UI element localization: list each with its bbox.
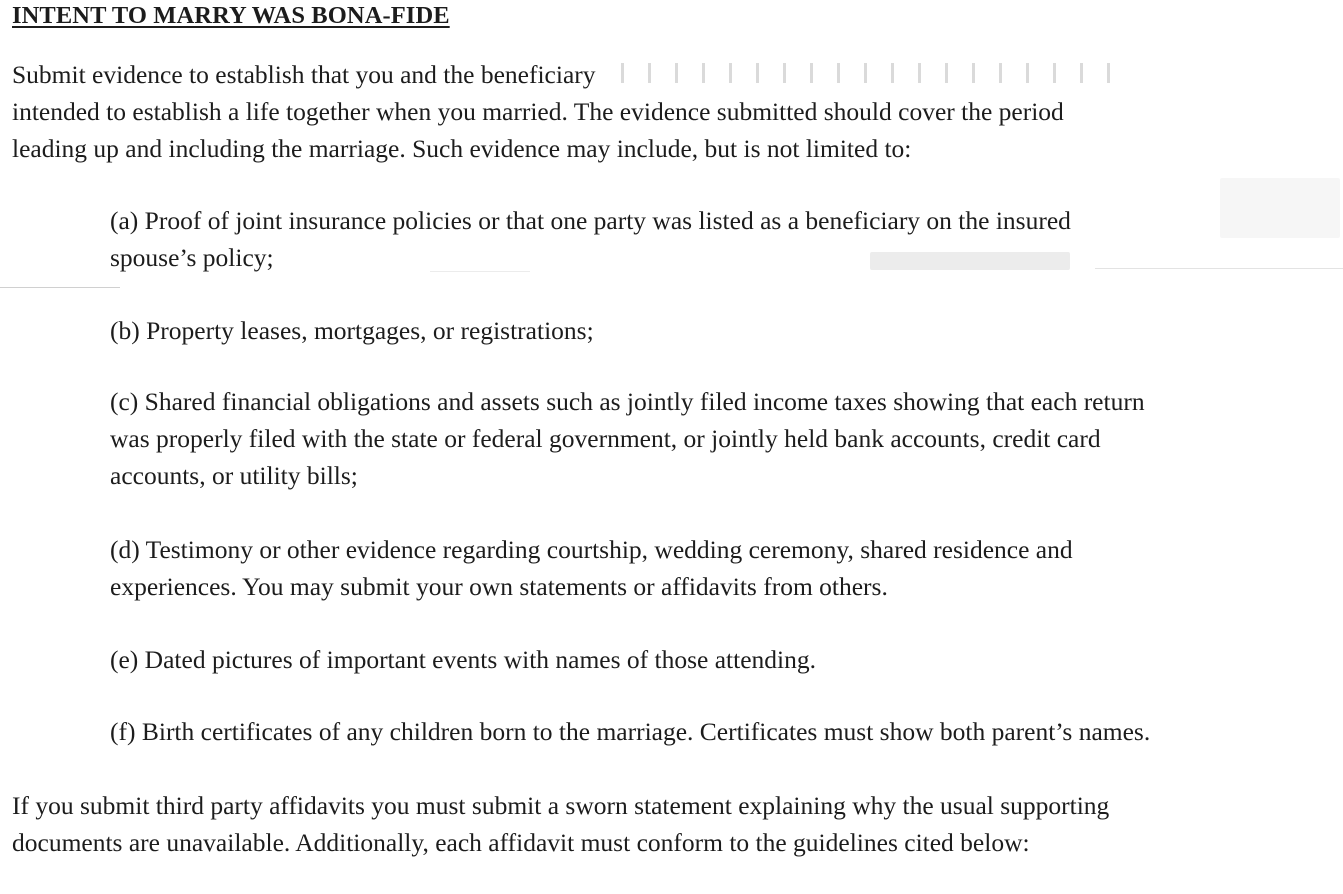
scan-artifact-line — [0, 287, 120, 288]
intro-line-2: intended to establish a life together when you married. The evidence submitted should cover the period — [12, 97, 1064, 126]
scan-artifact-smudge — [870, 252, 1070, 270]
item-e-line-1: (e) Dated pictures of important events with names of those attending. — [110, 645, 817, 674]
scan-artifact-smudge — [1220, 178, 1340, 238]
evidence-item-b — [110, 312, 1335, 349]
item-c-line-1: (c) Shared financial obligations and assets such as jointly filed income taxes showing that each return — [110, 387, 1145, 416]
evidence-item-d — [110, 531, 1335, 605]
item-d-line-1: (d) Testimony or other evidence regarding courtship, wedding ceremony, shared residence and — [110, 535, 1073, 564]
intro-paragraph — [12, 56, 1337, 167]
intro-line-3: leading up and including the marriage. Such evidence may include, but is not limited to: — [12, 134, 912, 163]
item-d-line-2: experiences. You may submit your own statements or affidavits from others. — [110, 572, 888, 601]
item-a-line-2: spouse’s policy; — [110, 243, 274, 272]
intro-line-1-text: Submit evidence to establish that you and the beneficiary — [12, 60, 596, 89]
evidence-item-f — [110, 713, 1335, 750]
closing-paragraph — [12, 787, 1337, 861]
item-b-line-1: (b) Property leases, mortgages, or registrations; — [110, 316, 594, 345]
item-f-line-1: (f) Birth certificates of any children born to the marriage. Certificates must show both parent’s names. — [110, 717, 1151, 746]
scan-artifact-line — [1095, 268, 1343, 269]
evidence-item-c — [110, 383, 1335, 494]
evidence-item-e — [110, 641, 1335, 678]
redacted-beneficiary-name — [612, 63, 1122, 83]
closing-line-2: documents are unavailable. Additionally, each affidavit must conform to the guidelines cited below: — [12, 828, 1030, 857]
scan-artifact-line — [430, 271, 530, 272]
intro-line-1 — [12, 56, 1337, 93]
item-a-line-1: (a) Proof of joint insurance policies or that one party was listed as a beneficiary on the insured — [110, 206, 1071, 235]
closing-line-1: If you submit third party affidavits you must submit a sworn statement explaining why the usual supporting — [12, 791, 1110, 820]
section-heading: INTENT TO MARRY WAS BONA-FIDE — [12, 2, 450, 29]
item-c-line-3: accounts, or utility bills; — [110, 461, 358, 490]
evidence-item-a — [110, 202, 1335, 276]
item-c-line-2: was properly filed with the state or federal government, or jointly held bank accounts, credit card — [110, 424, 1101, 453]
